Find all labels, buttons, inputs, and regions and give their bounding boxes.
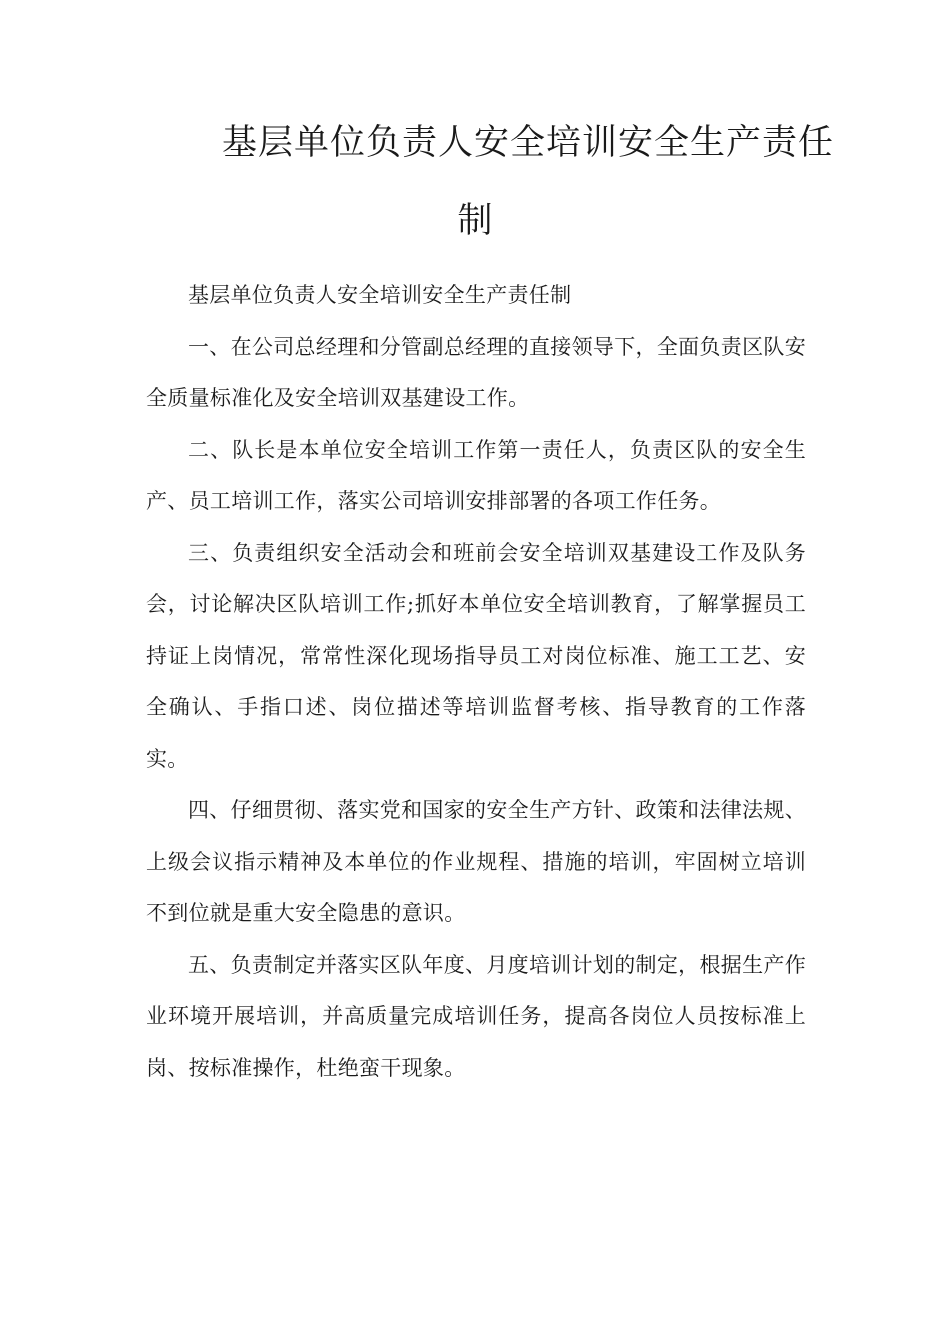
document-title-line-1: 基层单位负责人安全培训安全生产责任 (222, 123, 835, 163)
paragraph-2: 二、队长是本单位安全培训工作第一责任人，负责区队的安全生产、员工培训工作，落实公司培训安排部署的各项工作任务。 (146, 437, 806, 513)
paragraph-5: 五、负责制定并落实区队年度、月度培训计划的制定，根据生产作业环境开展培训，并高质量完成培训任务，提高各岗位人员按标准上岗、按标准操作，杜绝蛮干现象。 (146, 952, 806, 1080)
paragraph-1: 一、在公司总经理和分管副总经理的直接领导下，全面负责区队安全质量标准化及安全培训双基建设工作。 (146, 334, 806, 410)
document-body (146, 270, 806, 1094)
paragraph-4: 四、仔细贯彻、落实党和国家的安全生产方针、政策和法律法规、上级会议指示精神及本单位的作业规程、措施的培训，牢固树立培训不到位就是重大安全隐患的意识。 (146, 798, 806, 925)
document-title-line-2: 制 (457, 201, 493, 241)
paragraph-3: 三、负责组织安全活动会和班前会安全培训双基建设工作及队务会，讨论解决区队培训工作;抓好本单位安全培训教育，了解掌握员工持证上岗情况，常常性深化现场指导员工对岗位标准、施工工艺、安全确认、手指口述、岗位描述等培训监督考核、指导教育的工作落实。 (146, 540, 806, 771)
document-subtitle: 基层单位负责人安全培训安全生产责任制 (188, 283, 572, 307)
